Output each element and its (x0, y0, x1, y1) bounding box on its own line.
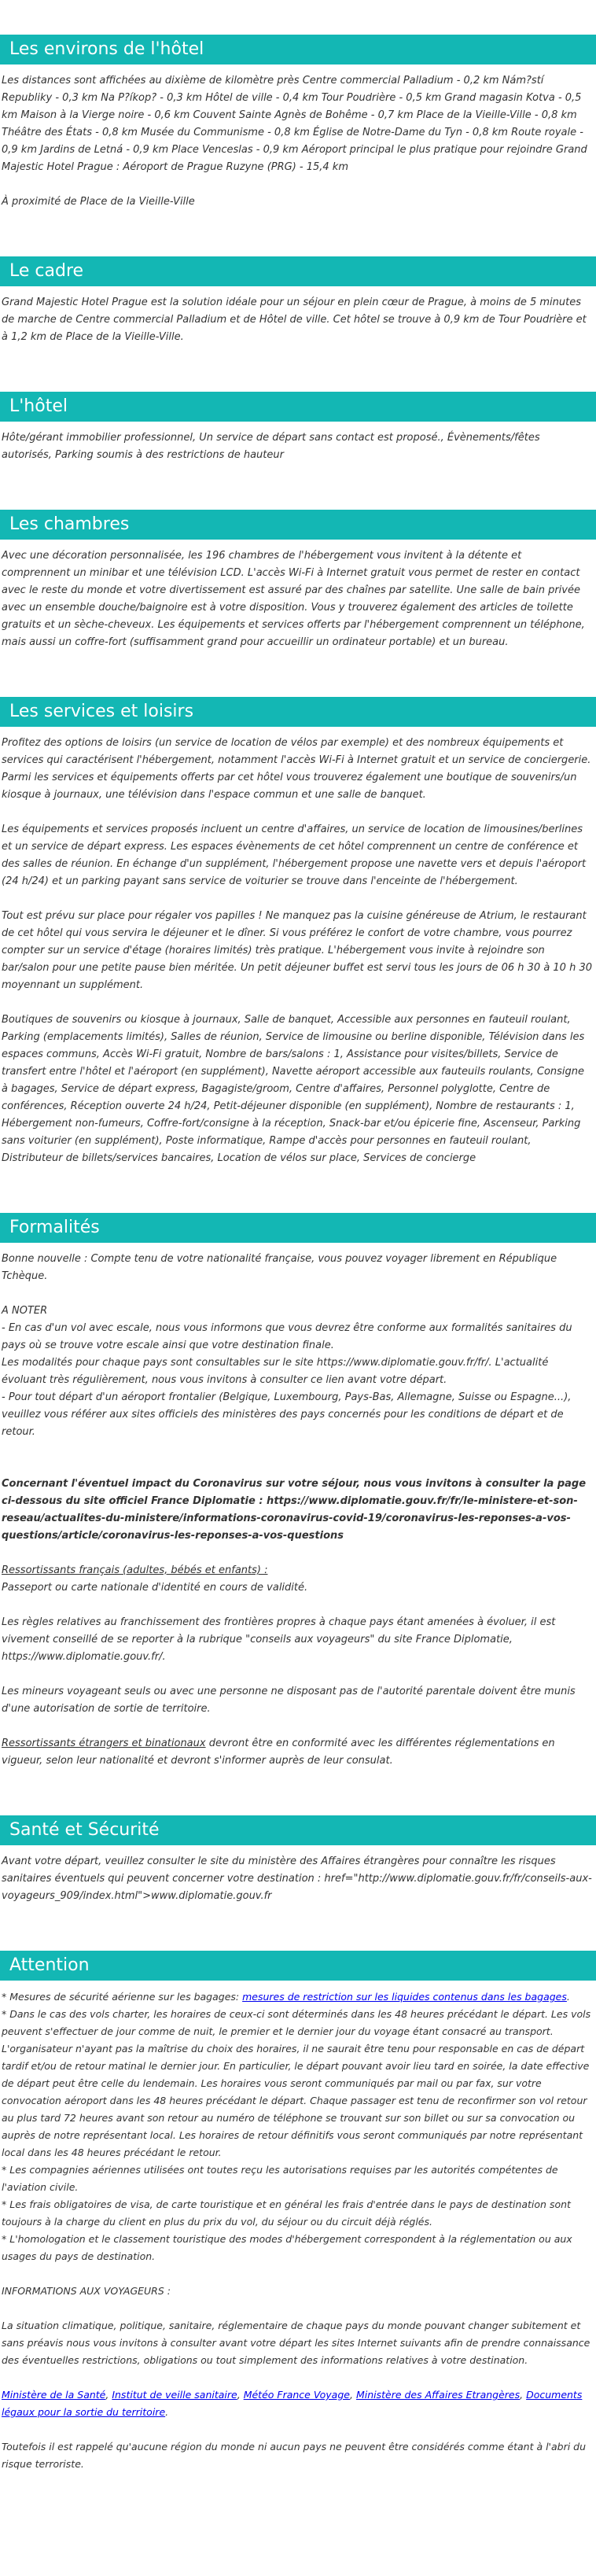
attention-item: * Dans le cas des vols charter, les horaires de ceux-ci sont déterminés dans les 48 heures précédant le départ. Les vols peuvent s'effectuer de jour comme de nuit, le premier et le dernier jour du voyage étant consacré au transport. L'organisateur n'ayant pas la maîtrise du choix des horaires, il ne saurait être tenu pour responsable en cas de départ tardif et/ou de retour matinal le dernier jour. En particulier, le départ pouvant avoir lieu tard en soirée, la date effective de départ peut être celle du lendemain. Les horaires vous seront communiqués par mail ou par fax, sur votre convocation aéroport dans les 48 heures précédant le départ. Chaque passager est tenu de reconfirmer son vol retour au plus tard 72 heures avant son retour au numéro de téléphone se trouvant sur son billet ou sur sa convocation ou auprès de notre représentant local. Les horaires de retour définitifs vous seront communiqués par notre représentant local dans les 48 heures précédant le retour. (2, 2008, 591, 2158)
services-p2: Les équipements et services proposés incluent un centre d'affaires, un service de location de limousines/berlines et un service de départ express. Les espaces évènements de cet hôtel comprennent un centre de conférence et des salles de réunion. En échange d'un supplément, l'hébergement propose une navette vers et depuis l'aéroport (24 h/24) et un parking payant sans service de voiturier se trouve dans l'enceinte de l'hébergement. (2, 824, 587, 887)
section-hotel (0, 392, 596, 464)
veille-sanitaire-link[interactable]: Institut de veille sanitaire (112, 2389, 237, 2401)
info-title: INFORMATIONS AUX VOYAGEURS : (2, 2285, 171, 2297)
services-list: Boutiques de souvenirs ou kiosque à journaux, Salle de banquet, Accessible aux personnes en fauteuil roulant, Parking (emplacements limités), Salles de réunion, Service de limousine ou berline disponible, Télévision dans les espaces communs, Accès Wi-Fi gratuit, Nombre de bars/salons : 1, Assistance pour visites/billets, Service de transfert entre l'hôtel et l'aéroport (en supplément), Navette aéroport accessible aux fauteuils roulants, Consigne à bagages, Service de départ express, Bagagiste/groom, Centre d'affaires, Personnel polyglotte, Centre de conférences, Réception ouverte 24 h/24, Petit-déjeuner disponible (en supplément), Nombre de restaurants : 1, Hébergement non-fumeurs, Coffre-fort/consigne à la réception, Snack-bar et/ou épicerie fine, Ascenseur, Parking sans voiturier (en supplément), Poste informatique, Rampe d'accès pour personnes en fauteuil roulant, Distributeur de billets/services bancaires, Location de vélos sur place, Services de concierge (2, 1014, 585, 1164)
section-title: L'hôtel (0, 392, 596, 422)
french-nationals-text: Passeport ou carte nationale d'identité en cours de validité. (2, 1582, 308, 1594)
section-services (0, 697, 596, 1167)
hotel-text: Hôte/gérant immobilier professionnel, Un service de départ sans contact est proposé., Évènements/fêtes autorisés, Parking soumis à des restrictions de hauteur (2, 432, 540, 461)
attention-item: * Les frais obligatoires de visa, de carte touristique et en général les frais d'entrée dans le pays de destination sont toujours à la charge du client en plus du prix du vol, du séjour ou du circuit déjà réglés. (2, 2198, 571, 2228)
formalites-note (0, 1303, 596, 1441)
services-p1: Profitez des options de loisirs (un service de location de vélos par exemple) et des nombreux équipements et services qui caractérisent l'hébergement, notamment l'accès Wi-Fi à Internet gratuit et un service de conciergerie. Parmi les services et équipements offerts par cet hôtel vous trouverez également une boutique de souvenirs/un kiosque à journaux, une télévision dans l'espace commun et une salle de banquet. (2, 737, 591, 801)
meteo-link[interactable]: Météo France Voyage (243, 2389, 350, 2401)
french-nationals-title: Ressortissants français (adultes, bébés et enfants) : (2, 1564, 268, 1576)
french-nationals (0, 1562, 596, 1597)
section-title: Les chambres (0, 510, 596, 540)
info-text: La situation climatique, politique, sanitaire, réglementaire de chaque pays du monde pouvant changer subitement et sans préavis nous vous invitons à consulter avant votre départ les sites Internet suivants afin de prendre connaissance des éventuelles restrictions, obligations ou tout simplement des informations relatives à votre destination. (2, 2320, 590, 2366)
minors-rule: Les mineurs voyageant seuls ou avec une personne ne disposant pas de l'autorité parentale doivent être munis d'une autorisation de sortie de territoire. (2, 1686, 576, 1715)
cadre-text: Grand Majestic Hotel Prague est la solution idéale pour un séjour en plein cœur de Prague, à moins de 5 minutes de marche de Centre commercial Palladium et de Hôtel de ville. Cet hôtel se trouve à 0,9 km de Tour Poudrière et à 1,2 km de Place de la Vieille-Ville. (2, 297, 587, 343)
coronavirus-notice: Concernant l'éventuel impact du Coronavirus sur votre séjour, nous vous invitons à consulter la page ci-dessous du site officiel France Diplomatie : https://www.diplomatie.gouv.fr/fr/le-ministere-et-son-reseau/actualites-du-ministere/informations-coronavirus-covid-19/coronavirus-les-reponses-a-vos-questions/article/coronavirus-les-reponses-a-vos-questions (2, 1478, 587, 1542)
legal-docs-link[interactable]: Documents légaux pour la sortie du territoire (2, 2389, 583, 2418)
note-line: Les modalités pour chaque pays sont consultables sur le site https://www.diplomatie.gouv.fr/fr/. L'actualité évoluant très régulièrement, nous vous invitons à consulter ce lien avant votre départ. (2, 1357, 549, 1386)
section-title: Les services et loisirs (0, 697, 596, 727)
sante-text: Avant votre départ, veuillez consulter le site du ministère des Affaires étrangères pour connaître les risques sanitaires éventuels qui peuvent concerner votre destination : href="http://www.diplomatie.gouv.fr/fr/conseils-aux-voyageurs_909/index.html">www.diplomatie.gouv.fr (2, 1856, 592, 1902)
note-line: - En cas d'un vol avec escale, nous vous informons que vous devrez être conforme aux formalités sanitaires du pays où se trouve votre escale ainsi que votre destination finale. (2, 1322, 572, 1351)
formalites-intro: Bonne nouvelle : Compte tenu de votre nationalité française, vous pouvez voyager librement en République Tchèque. (2, 1253, 557, 1282)
section-title: Les environs de l'hôtel (0, 35, 596, 64)
section-formalites (0, 1213, 596, 1770)
section-title: Santé et Sécurité (0, 1815, 596, 1845)
section-chambres (0, 510, 596, 651)
attention-item: * Les compagnies aériennes utilisées ont toutes reçu les autorisations requises par les autorités compétentes de l'aviation civile. (2, 2164, 558, 2193)
sante-ministry-link[interactable]: Ministère de la Santé (2, 2389, 106, 2401)
section-sante (0, 1815, 596, 1905)
foreign-nationals-text: devront être en conformité avec les différentes réglementations en vigueur, selon leur nationalité et devront s'informer auprès de leur consulat. (2, 1738, 555, 1767)
attention-list: * Mesures de sécurité aérienne sur les bagages: mesures de restriction sur les liquides contenus dans les bagages. * Dans le cas des vols charter, les horaires de ceux-ci sont déterminés dans les 48 heures précédant le départ. Les vols peuvent s'effectuer de jour comme de nuit, le premier et le dernier jour du voyage étant consacré au transport. L'organisateur n'ayant pas la maîtrise du choix des horaires, il ne saurait être tenu pour responsable en cas de départ tardif et/ou de retour matinal le dernier jour. En particulier, le départ pouvant avoir lieu tard en soirée, la date effective de départ peut être celle du lendemain. Les horaires vous seront communiqués par mail ou par fax, sur votre convocation aéroport dans les 48 heures précédant le départ. Chaque passager est tenu de reconfirmer son vol retour au plus tard 72 heures avant son retour au numéro de téléphone se trouvant sur son billet ou sur sa convocation ou auprès de notre représentant local. Les horaires de retour définitifs vous seront communiqués par notre représentant local dans les 48 heures précédant le retour. * Les compagnies aériennes utilisées ont toutes reçu les autorisations requises par les autorités compétentes de l'aviation civile. * Les frais obligatoires de visa, de carte touristique et en général les frais d'entrée dans le pays de destination sont toujours à la charge du client en plus du prix du vol, du séjour ou du circuit déjà réglés. * L'homologation et le classement touristique des modes d'hébergement correspondent à la réglementation ou aux usages du pays de destination. (2, 1991, 591, 2262)
section-title: Le cadre (0, 256, 596, 286)
note-line: - Pour tout départ d'un aéroport frontalier (Belgique, Luxembourg, Pays-Bas, Allemagne, Suisse ou Espagne...), veuillez vous référer aux sites officiels des ministères des pays concernés pour les conditions de départ et de retour. (2, 1391, 572, 1438)
foreign-nationals (0, 1735, 596, 1770)
foreign-affairs-link[interactable]: Ministère des Affaires Etrangères (355, 2389, 521, 2401)
attention-item: * Mesures de sécurité aérienne sur les bagages: (2, 1991, 243, 2003)
chambres-text: Avec une décoration personnalisée, les 196 chambres de l'hébergement vous invitent à la détente et comprennent un minibar et une télévision LCD. L'accès Wi-Fi à Internet gratuit vous permet de rester en contact avec le reste du monde et votre divertissement est assuré par des chaînes par satellite. Une salle de bain privée avec un ensemble douche/baignoire est à votre disposition. Vous y trouverez également des articles de toilette gratuits et un sèche-cheveux. Les équipements et services offerts par l'hébergement comprennent un téléphone, mais aussi un coffre-fort (suffisamment grand pour accueillir un ordinateur portable) et un bureau. (2, 550, 585, 648)
section-title: Formalités (0, 1213, 596, 1243)
section-cadre (0, 256, 596, 346)
foreign-nationals-title: Ressortissants étrangers et binationaux (2, 1738, 206, 1749)
info-links: Ministère de la Santé, Institut de veille sanitaire, Météo France Voyage, Ministère des Affaires Etrangères, Documents légaux pour la sortie du territoire. (2, 2389, 583, 2418)
environs-proximity: À proximité de Place de la Vieille-Ville (2, 196, 195, 208)
section-attention (0, 1951, 596, 2473)
attention-item: * L'homologation et le classement touristique des modes d'hébergement correspondent à la réglementation ou aux usages du pays de destination. (2, 2233, 572, 2262)
services-p3: Tout est prévu sur place pour régaler vos papilles ! Ne manquez pas la cuisine généreuse de Atrium, le restaurant de cet hôtel qui vous servira le déjeuner et le dîner. Si vous préférez le confort de votre chambre, vous pourrez compter sur un service d'étage (horaires limités) très pratique. L'hébergement vous invite à rejoindre son bar/salon pour une petite pause bien méritée. Un petit déjeuner buffet est servi tous les jours de 06 h 30 à 10 h 30 moyennant un supplément. (2, 910, 593, 991)
note-title: A NOTER (2, 1305, 48, 1317)
section-title: Attention (0, 1951, 596, 1981)
section-environs (0, 35, 596, 211)
liquid-restrictions-link[interactable]: mesures de restriction sur les liquides contenus dans les bagages (242, 1991, 567, 2003)
border-rules: Les règles relatives au franchissement des frontières propres à chaque pays étant amenées à évoluer, il est vivement conseillé de se reporter à la rubrique "conseils aux voyageurs" du site France Diplomatie, https://www.diplomatie.gouv.fr/. (2, 1616, 556, 1663)
environs-distances: Les distances sont affichées au dixième de kilomètre près Centre commercial Palladium - 0,2 km Nám?stí Republiky - 0,3 km Na P?íkop? - 0,3 km Hôtel de ville - 0,4 km Tour Poudrière - 0,5 km Grand magasin Kotva - 0,5 km Maison à la Vierge noire - 0,6 km Couvent Sainte Agnès de Bohême - 0,7 km Place de la Vieille-Ville - 0,8 km Théâtre des États - 0,8 km Musée du Communisme - 0,8 km Église de Notre-Dame du Tyn - 0,8 km Route royale - 0,9 km Jardins de Letná - 0,9 km Place Venceslas - 0,9 km Aéroport principal le plus pratique pour rejoindre Grand Majestic Hotel Prague : Aéroport de Prague Ruzyne (PRG) - 15,4 km (2, 75, 587, 173)
terrorism-warning: Toutefois il est rappelé qu'aucune région du monde ni aucun pays ne peuvent être considérés comme étant à l'abri du risque terroriste. (2, 2441, 587, 2470)
